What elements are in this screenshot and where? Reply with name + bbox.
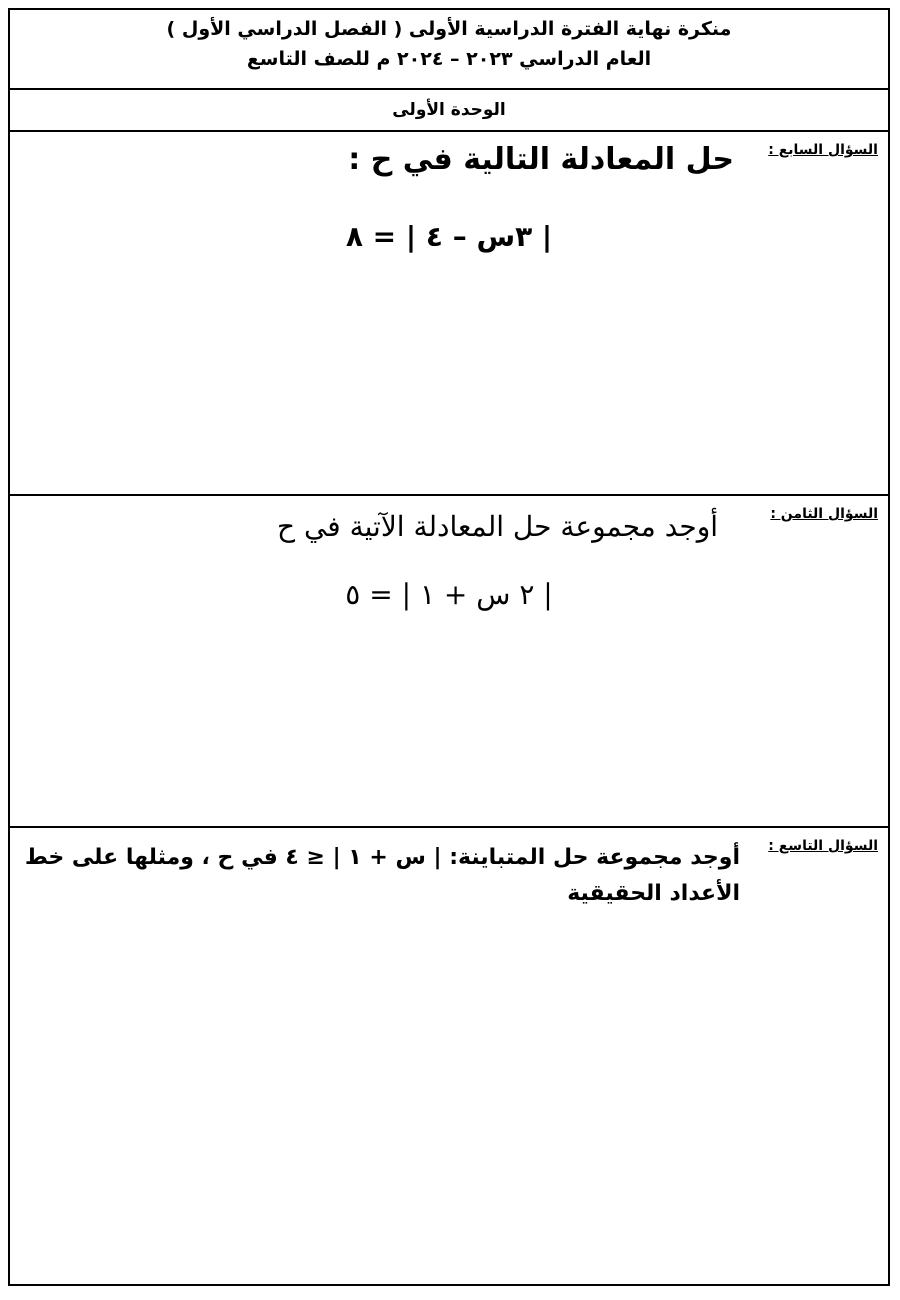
question-7-section [10,132,888,496]
question-8-section [10,496,888,828]
question-7-label: السؤال السابع : [768,142,878,158]
question-9-label: السؤال التاسع : [768,838,878,854]
question-8-equation: | ٢ س + ١ | = ٥ [345,578,553,611]
question-8-prompt: أوجد مجموعة حل المعادلة الآتية في ح [276,510,718,543]
question-7-equation: | ٣س – ٤ | = ٨ [345,220,553,253]
worksheet-header [10,10,888,90]
worksheet-frame [8,8,890,1286]
unit-title: الوحدة الأولى [10,90,888,132]
question-9-section [10,828,888,1284]
question-8-label: السؤال الثامن : [770,506,878,522]
question-9-prompt: أوجد مجموعة حل المتباينة: | س + ١ | ≤ ٤ في ح ، ومثلها على خط الأعداد الحقيقية [24,845,740,906]
header-title: منكرة نهاية الفترة الدراسية الأولى ( الفصل الدراسي الأول ) [166,18,732,40]
question-7-prompt: حل المعادلة التالية في ح : [348,142,734,177]
header-subtitle: العام الدراسي ٢٠٢٣ – ٢٠٢٤ م للصف التاسع [246,48,652,70]
